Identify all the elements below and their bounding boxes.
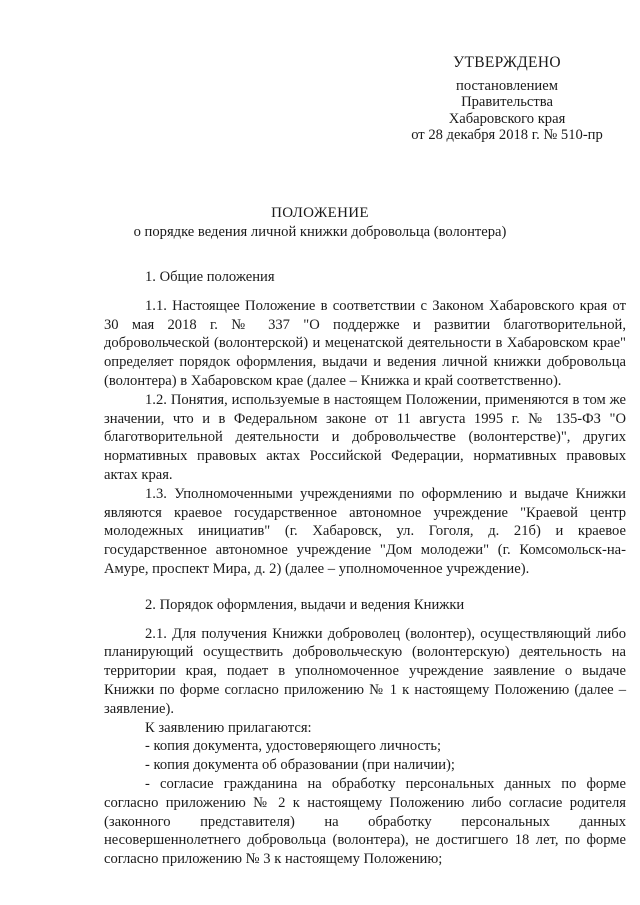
- document-subtitle: о порядке ведения личной книжки добровольца (волонтера): [133, 224, 507, 240]
- list-item: - согласие гражданина на обработку персональных данных по форме согласно приложению № 2 к настоящему Положению либо согласие родителя (законного представителя) на обработку персональных данных несовершеннолетнего добровольца (волонтера), не достигшего 18 лет, по форме согласно приложению № 3 к настоящему Положению;: [104, 775, 626, 868]
- attachments-intro: К заявлению прилагаются:: [145, 719, 312, 736]
- document-heading: ПОЛОЖЕНИЕ: [271, 205, 369, 221]
- paragraph-1-1: 1.1. Настоящее Положение в соответствии с Законом Хабаровского края от 30 мая 2018 г. № 337 "О поддержке и развитии благотворительной, добровольческой (волонтерской) и меценатской деятельности в Хабаровском крае" определяет порядок оформления, выдачи и ведения личной книжки добровольца (волонтера) в Хабаровском крае (далее – Книжка и край соответственно).: [104, 297, 626, 389]
- list-item: - копия документа, удостоверяющего личность;: [145, 738, 442, 755]
- approval-line-1: постановлением: [456, 77, 558, 94]
- paragraph-2-1: 2.1. Для получения Книжки доброволец (волонтер), осуществляющий либо планирующий осуществить добровольческую (волонтерскую) деятельность на территории края, подает в уполномоченное учреждение заявление о выдаче Книжки по форме согласно приложению № 1 к настоящему Положению (далее – заявление).: [104, 625, 626, 717]
- section-1-heading: 1. Общие положения: [145, 269, 275, 285]
- document-body: [104, 268, 626, 869]
- approval-line-3: Хабаровского края: [448, 110, 566, 127]
- approval-line-2: Правительства: [461, 94, 553, 110]
- paragraph-1-3: 1.3. Уполномоченными учреждениями по оформлению и выдаче Книжки являются краевое государственное автономное учреждение "Краевой центр молодежных инициатив" (г. Хабаровск, ул. Гоголя, д. 21б) и краевое государственное автономное учреждение "Дом молодежи" (г. Комсомольск-на-Амуре, проспект Мира, д. 2) (далее – уполномоченное учреждение).: [104, 485, 626, 577]
- paragraph-1-2: 1.2. Понятия, используемые в настоящем Положении, применяются в том же значении, что и в Федеральном законе от 11 августа 1995 г. № 135-ФЗ "О благотворительной деятельности и добровольчестве (волонтерстве)", других нормативных правовых актах Российской Федерации, нормативных правовых актах края.: [104, 391, 626, 483]
- document-title-block: [0, 204, 640, 242]
- approval-block: [392, 55, 622, 144]
- section-2-heading: 2. Порядок оформления, выдачи и ведения Книжки: [145, 596, 465, 613]
- list-item: - копия документа об образовании (при наличии);: [145, 757, 455, 774]
- approval-title: УТВЕРЖДЕНО: [453, 54, 561, 71]
- approval-line-4: от 28 декабря 2018 г. № 510-пр: [411, 127, 603, 143]
